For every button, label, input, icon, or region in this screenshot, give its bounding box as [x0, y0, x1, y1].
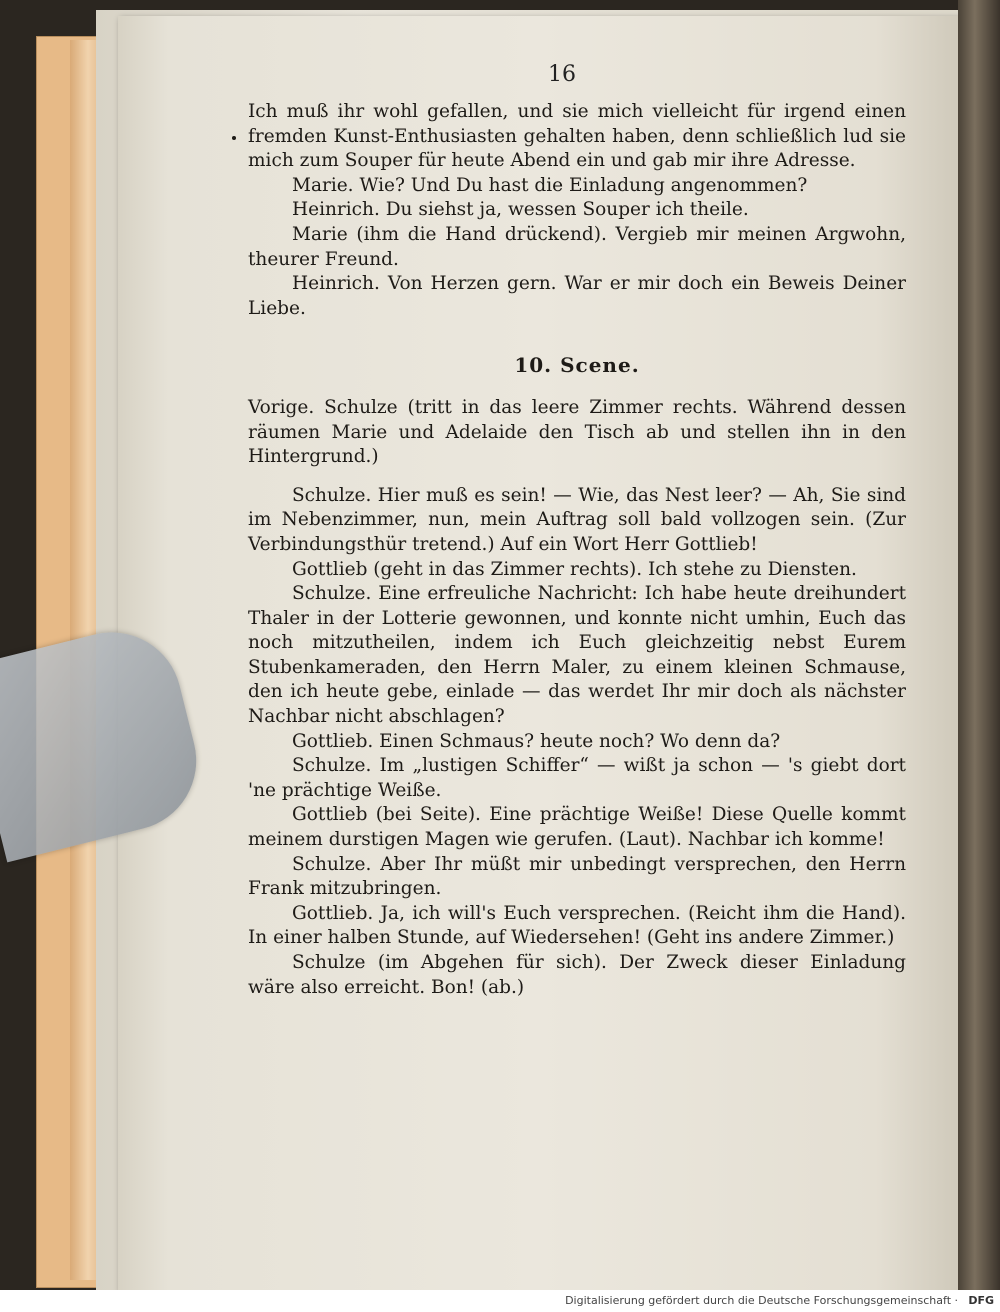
page-text [248, 100, 906, 1000]
page-number: 16 [548, 62, 576, 87]
text-line-4: Marie (ihm die Hand drückend). Vergieb mir meinen Argwohn, theurer Freund. [248, 223, 906, 270]
text-line-15: Gottlieb. Ja, ich will's Euch versprechen. (Reicht ihm die Hand). In einer halben Stunde, auf Wiedersehen! (Geht ins andere Zimmer.) [248, 902, 906, 949]
text-line-16: Schulze (im Abgehen für sich). Der Zweck dieser Einladung wäre also erreicht. Bon! (ab.) [248, 952, 906, 998]
dfg-logo: DFG [968, 1294, 994, 1307]
text-line-13: Gottlieb (bei Seite). Eine prächtige Weiße! Diese Quelle kommt meinem durstigen Magen wie gerufen. (Laut). Nachbar ich komme! [248, 804, 906, 851]
text-line-11: Gottlieb. Einen Schmaus? heute noch? Wo denn da? [292, 730, 781, 752]
stage-direction: Vorige. Schulze (tritt in das leere Zimmer rechts. Während dessen räumen Marie und Adelaide den Tisch ab und stellen ihn in den Hintergrund.) [248, 396, 906, 468]
text-line-3: Heinrich. Du siehst ja, wessen Souper ich theile. [292, 199, 749, 221]
footer-credit: Digitalisierung gefördert durch die Deutsche Forschungsgemeinschaft · [565, 1294, 958, 1307]
margin-mark [232, 136, 236, 140]
text-line-10: Schulze. Eine erfreuliche Nachricht: Ich habe heute dreihundert Thaler in der Lotterie gewonnen, und konnte nicht umhin, Euch das noch mitzutheilen, indem ich Euch gleichzeitig nebst Eurem Stubenkameraden, den Herrn Maler, zu einem kleinen Schmause, den ich heute gebe, einlade — das werdet Ihr mir doch als nächster Nachbar nicht abschlagen? [248, 583, 906, 728]
text-line-1: Ich muß ihr wohl gefallen, und sie mich vielleicht für irgend einen fremden Kunst-Enthusiasten gehalten haben, denn schließlich lud sie mich zum Souper für heute Abend ein und gab mir ihre Adresse. [248, 101, 906, 172]
text-line-12: Schulze. Im „lustigen Schiffer“ — wißt ja schon — 's giebt dort 'ne prächtige Weiße. [248, 755, 906, 801]
scene-heading: 10. Scene. [514, 353, 640, 378]
text-line-2: Marie. Wie? Und Du hast die Einladung angenommen? [292, 174, 808, 196]
text-line-8: Schulze. Hier muß es sein! — Wie, das Nest leer? — Ah, Sie sind im Nebenzimmer, nun, mein Auftrag soll bald vollzogen sein. (Zur Verbindungsthür tretend.) Auf ein Wort Herr Gottlieb! [248, 484, 906, 555]
text-line-5: Heinrich. Von Herzen gern. War er mir doch ein Beweis Deiner Liebe. [248, 273, 906, 319]
text-line-14: Schulze. Aber Ihr müßt mir unbedingt versprechen, den Herrn Frank mitzubringen. [248, 853, 906, 900]
text-line-9: Gottlieb (geht in das Zimmer rechts). Ich stehe zu Diensten. [292, 558, 857, 580]
book-spine [958, 0, 1000, 1290]
